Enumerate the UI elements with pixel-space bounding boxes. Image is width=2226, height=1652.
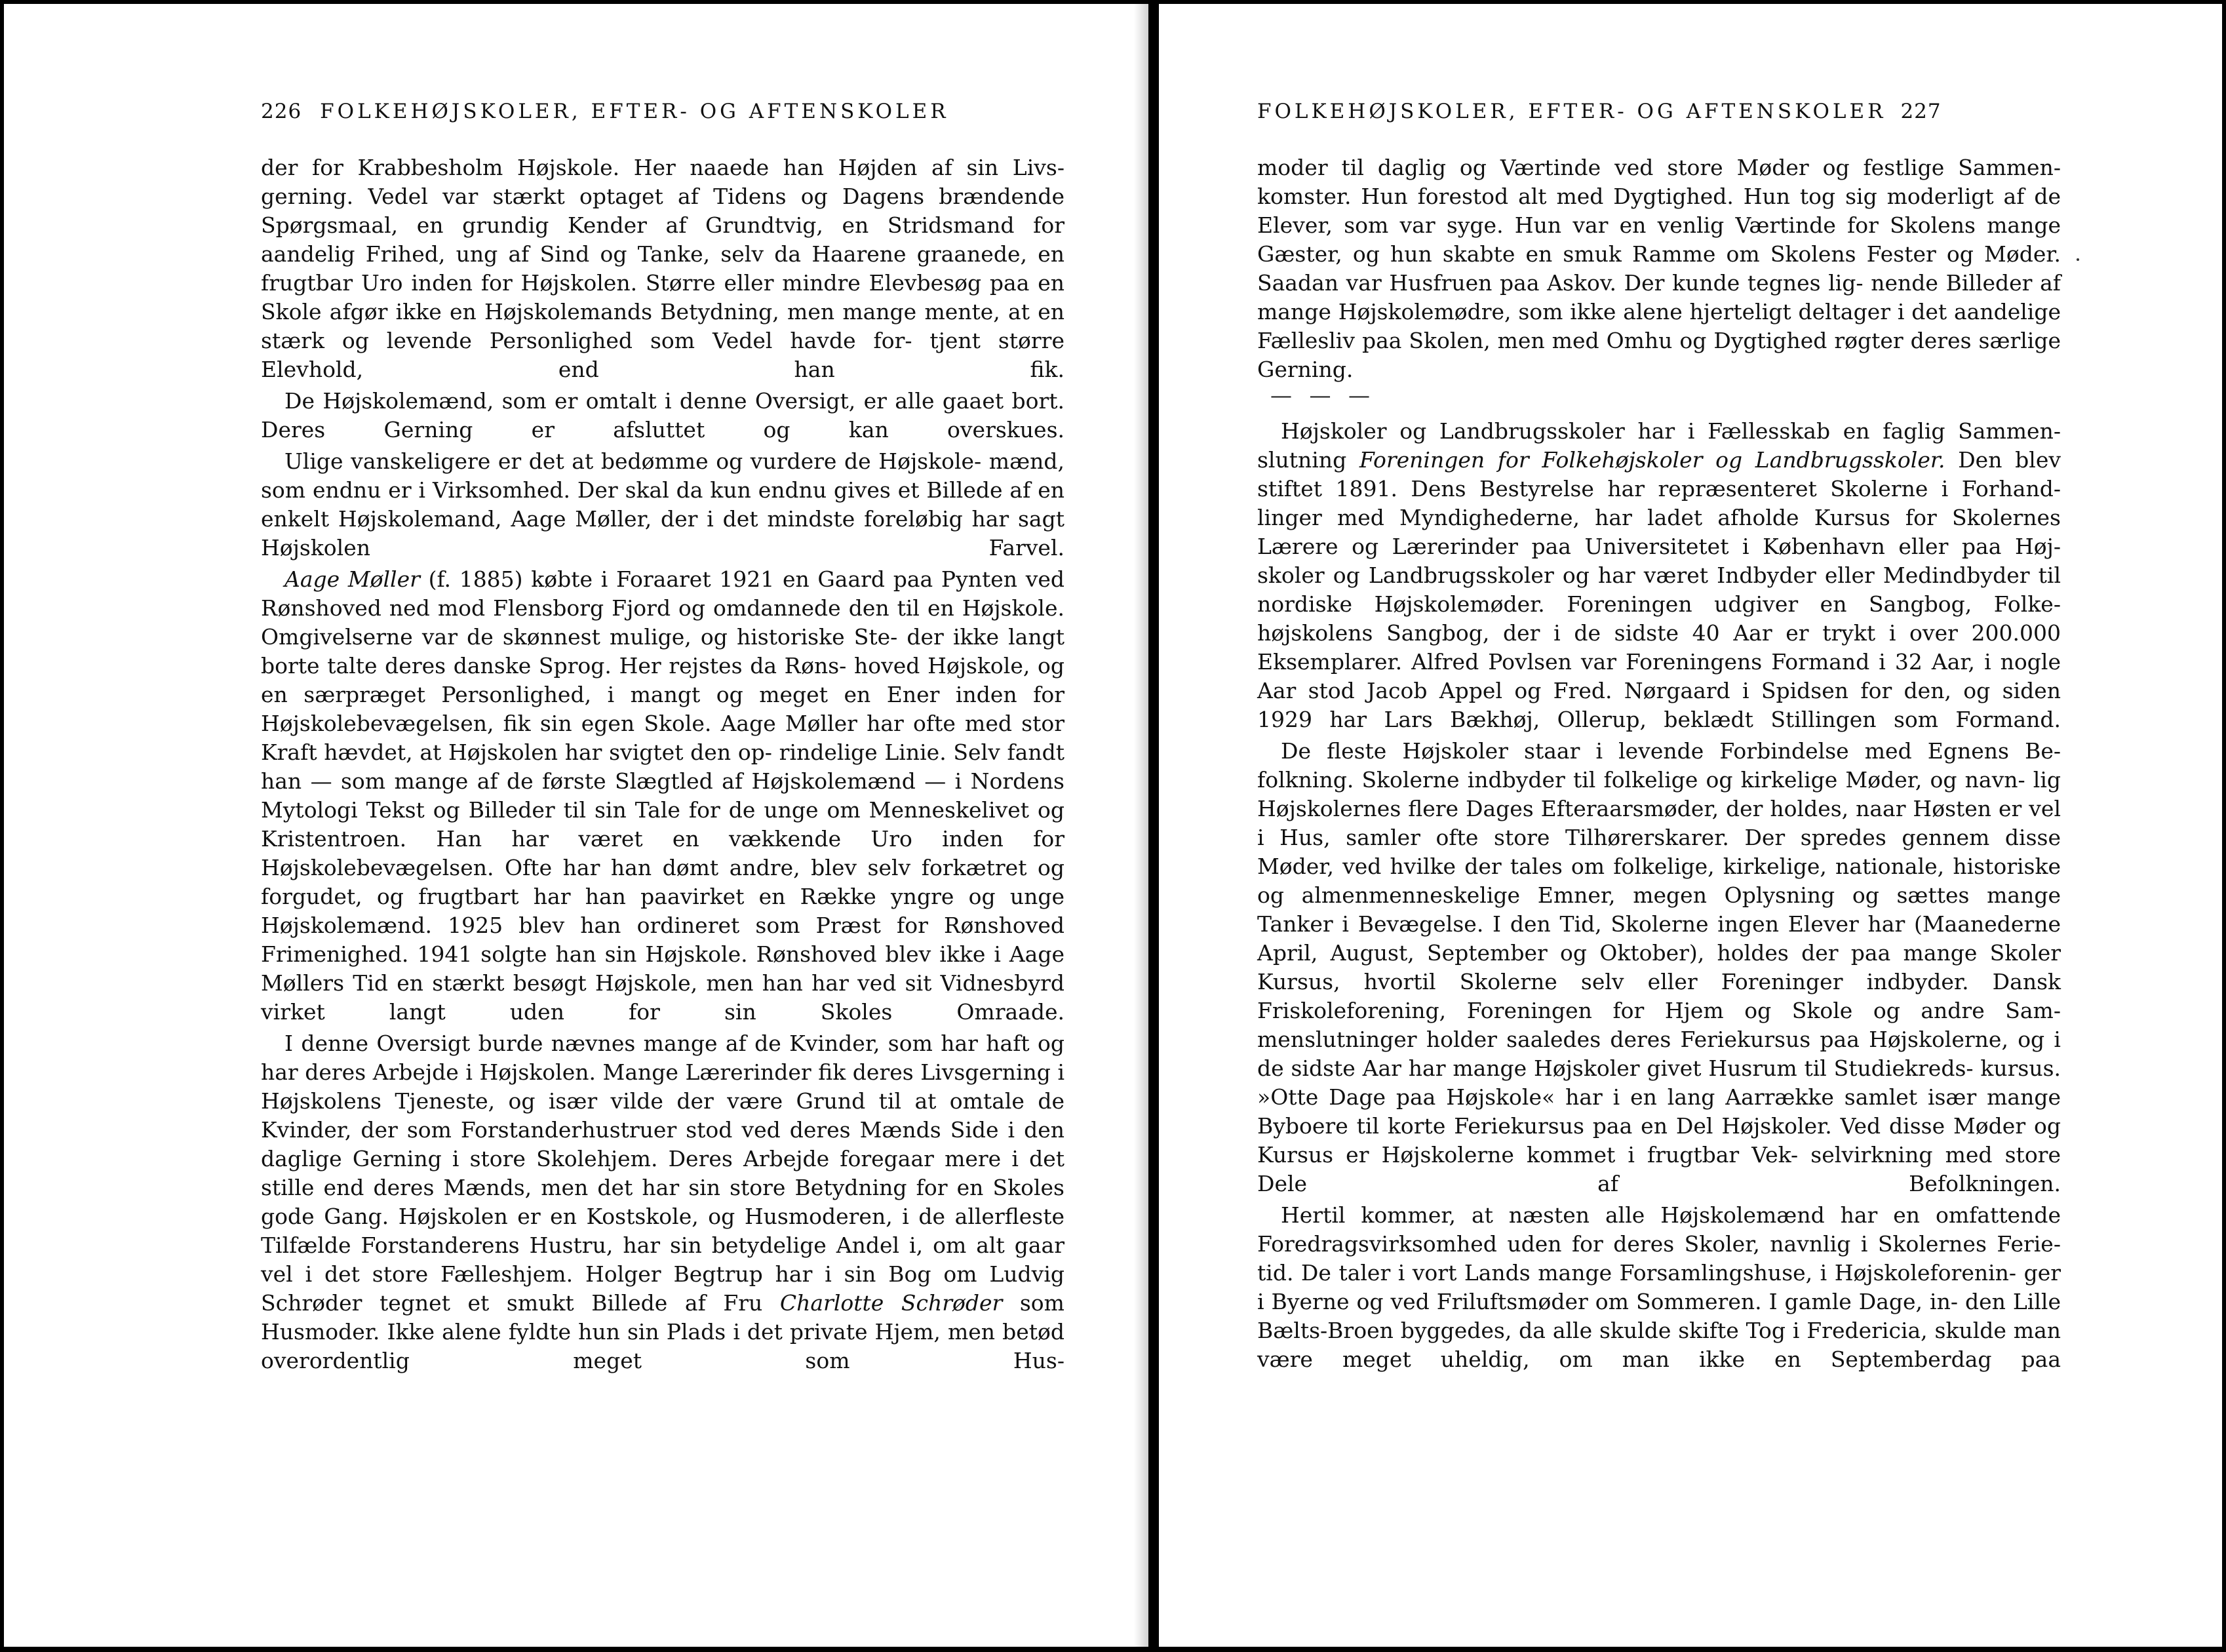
- paragraph: moder til daglig og Værtinde ved store Møder og festlige Sammen- komster. Hun forestod alt med Dygtighed. Hun tog sig moderligt af de Elever, som var syge. Hun var en venlig Værtinde for Skolens mange Gæster, og hun skabte en smuk Ramme om Skolens Fester og Møder. Saadan var Husfruen paa Askov. Der kunde tegnes lig- nende Billeder af mange Højskolemødre, som ikke alene hjerteligt deltager i det aandelige Fællesliv paa Skolen, men med Omhu og Dygtighed røgter deres særlige Gerning.: [1257, 155, 2061, 382]
- paragraph: [261, 1029, 1064, 1375]
- left-body-text: [261, 153, 1064, 1378]
- paragraph: [1257, 417, 2061, 734]
- paragraph: Ulige vanskeligere er det at bedømme og vurdere de Højskole- mænd, som endnu er i Virksomhed. Der skal da kun endnu gives et Billede af en enkelt Højskolemand, Aage Møller, der i det mindste foreløbig har sagt Højskolen Farvel.: [261, 448, 1064, 560]
- association-name-italic: Foreningen for Folkehøjskoler og Landbrugsskoler.: [1359, 447, 1945, 473]
- paragraph-text: Højskoler og Landbrugsskoler har i Fællesskab en faglig Sammen- slutning: [1257, 418, 2061, 473]
- paragraph: Hertil kommer, at næsten alle Højskolemænd har en omfattende Foredragsvirksomhed uden for deres Skoler, navnlig i Skolernes Ferie- tid. De taler i vort Lands mange Forsamlingshuse, i Højskoleforenin- ger i Byerne og ved Friluftsmøder om Sommeren. I gamle Dage, in- den Lille Bælts-Broen byggedes, da alle skulde skifte Tog i Fredericia, skulde man være meget uheldig, om man ikke en Septemberdag paa: [1257, 1202, 2061, 1372]
- right-running-head: [1257, 100, 1942, 132]
- right-page-number: 227: [1900, 100, 1942, 123]
- paragraph-text: Den blev stiftet 1891. Dens Bestyrelse har repræsenteret Skolerne i Forhand- linger med Myndighederne, har ladet afholde Kursus for Skolernes Lærere og Lærerinder paa Universitetet i København eller paa Høj- skoler og Landbrugsskoler og har været Indbyder eller Medindbyder til nordiske Højskolemøder. Foreningen udgiver en Sangbog, Folke- højskolens Sangbog, der i de sidste 40 Aar er trykt i over 200.000 Eksemplarer. Alfred Povlsen var Foreningens Formand i 32 Aar, i nogle Aar stod Jacob Appel og Fred. Nørgaard i Spidsen for den, og siden 1929 har Lars Bækhøj, Ollerup, beklædt Stillingen som Formand.: [1257, 447, 2061, 732]
- person-name-italic: Charlotte Schrøder: [779, 1290, 1003, 1316]
- paragraph: der for Krabbesholm Højskole. Her naaede han Højden af sin Livs- gerning. Vedel var stærkt optaget af Tidens og Dagens brændende Spørgsmaal, en grundig Kender af Grundtvig, en Stridsmand for aandelig Frihed, ung af Sind og Tanke, selv da Haarene graanede, en frugtbar Uro inden for Højskolen. Større eller mindre Elevbesøg paa en Skole afgør ikke en Højskolemands Betydning, men mange mente, at en stærk og levende Personlighed som Vedel havde for- tjent større Elevhold, end han fik.: [261, 155, 1064, 382]
- right-body-text: [1257, 153, 2061, 1377]
- gutter-shadow: [1134, 4, 1148, 1647]
- paragraph: De Højskolemænd, som er omtalt i denne Oversigt, er alle gaaet bort. Deres Gerning er afsluttet og kan overskues.: [261, 388, 1064, 442]
- left-running-head: [261, 100, 949, 132]
- paragraph-text: I denne Oversigt burde nævnes mange af de Kvinder, som har haft og har deres Arbejde i Højskolen. Mange Lærerinder fik deres Livsgerning i Højskolens Tjeneste, og især vilde der være Grund til at omtale de Kvinder, der som Forstanderhustruer stod ved deres Mænds Side i den daglige Gerning i store Skolehjem. Deres Arbejde foregaar mere i det stille end deres Mænds, men det har sin store Betydning for en Skoles gode Gang. Højskolen er en Kostskole, og Husmoderen, i de allerfleste Tilfælde Forstanderens Hustru, har sin betydelige Andel i, om alt gaar vel i det store Fælleshjem. Holger Begtrup har i sin Bog om Ludvig Schrøder tegnet et smukt Billede af Fru: [261, 1031, 1064, 1316]
- section-separator: — — —: [1270, 382, 1375, 408]
- right-running-title: FOLKEHØJSKOLER, EFTER- OG AFTENSKOLER: [1257, 100, 1886, 123]
- paragraph-text: som Husmoder. Ikke alene fyldte hun sin Plads i det private Hjem, men betød overordentlig meget som Hus-: [261, 1290, 1064, 1373]
- speck-mark: [2077, 258, 2079, 261]
- left-running-title: FOLKEHØJSKOLER, EFTER- OG AFTENSKOLER: [320, 100, 949, 123]
- paragraph: [261, 565, 1064, 1027]
- paragraph-text: (f. 1885) købte i Foraaret 1921 en Gaard paa Pynten ved Rønshoved ned mod Flensborg Fjord og omdannede den til en Højskole. Omgivelserne var de skønnest mulige, og historiske Ste- der ikke langt borte talte deres danske Sprog. Her rejstes da Røns- hoved Højskole, og en særpræget Personlighed, i mangt og meget en Ener inden for Højskolebevægelsen, fik sin egen Skole. Aage Møller har ofte med stor Kraft hævdet, at Højskolen har svigtet den op- rindelige Linie. Selv fandt han — som mange af de første Slægtled af Højskolemænd — i Nordens Mytologi Tekst og Billeder til sin Tale for de unge om Menneskelivet og Kristentroen. Han har været en vækkende Uro inden for Højskolebevægelsen. Ofte har han dømt andre, blev selv forkætret og forgudet, og frugtbart har han paavirket en Række yngre og unge Højskolemænd. 1925 blev han ordineret som Præst for Rønshoved Frimenighed. 1941 solgte han sin Højskole. Rønshoved blev ikke i Aage Møllers Tid en stærkt besøgt Højskole, men han har ved sit Vidnesbyrd virket langt uden for sin Skoles Omraade.: [261, 566, 1064, 1025]
- paragraph: De fleste Højskoler staar i levende Forbindelse med Egnens Be- folkning. Skolerne indbyder til folkelige og kirkelige Møder, og navn- lig Højskolernes flere Dages Efteraarsmøder, der holdes, naar Høsten er vel i Hus, samler ofte store Tilhørerskarer. Der spredes gennem disse Møder, ved hvilke der tales om folkelige, kirkelige, nationale, historiske og almenmenneskelige Emner, megen Oplysning og sættes mange Tanker i Bevægelse. I den Tid, Skolerne ingen Elever har (Maanederne April, August, September og Oktober), holdes der paa mange Skoler Kursus, hvortil Skolerne selv eller Foreninger indbyder. Dansk Friskoleforening, Foreningen for Hjem og Skole og andre Sam- menslutninger holder saaledes deres Feriekursus paa Højskolerne, og i de sidste Aar har mange Højskoler givet Husrum til Studiekreds- kursus. »Otte Dage paa Højskole« har i en lang Aarrække samlet især mange Byboere til korte Feriekursus paa en Del Højskoler. Ved disse Møder og Kursus er Højskolerne kommet i frugtbar Vek- selvirkning med store Dele af Befolkningen.: [1257, 738, 2061, 1196]
- left-page: [4, 4, 1148, 1647]
- person-name-italic: Aage Møller: [284, 566, 420, 592]
- right-page: [1159, 4, 2222, 1647]
- left-page-number: 226: [261, 100, 302, 123]
